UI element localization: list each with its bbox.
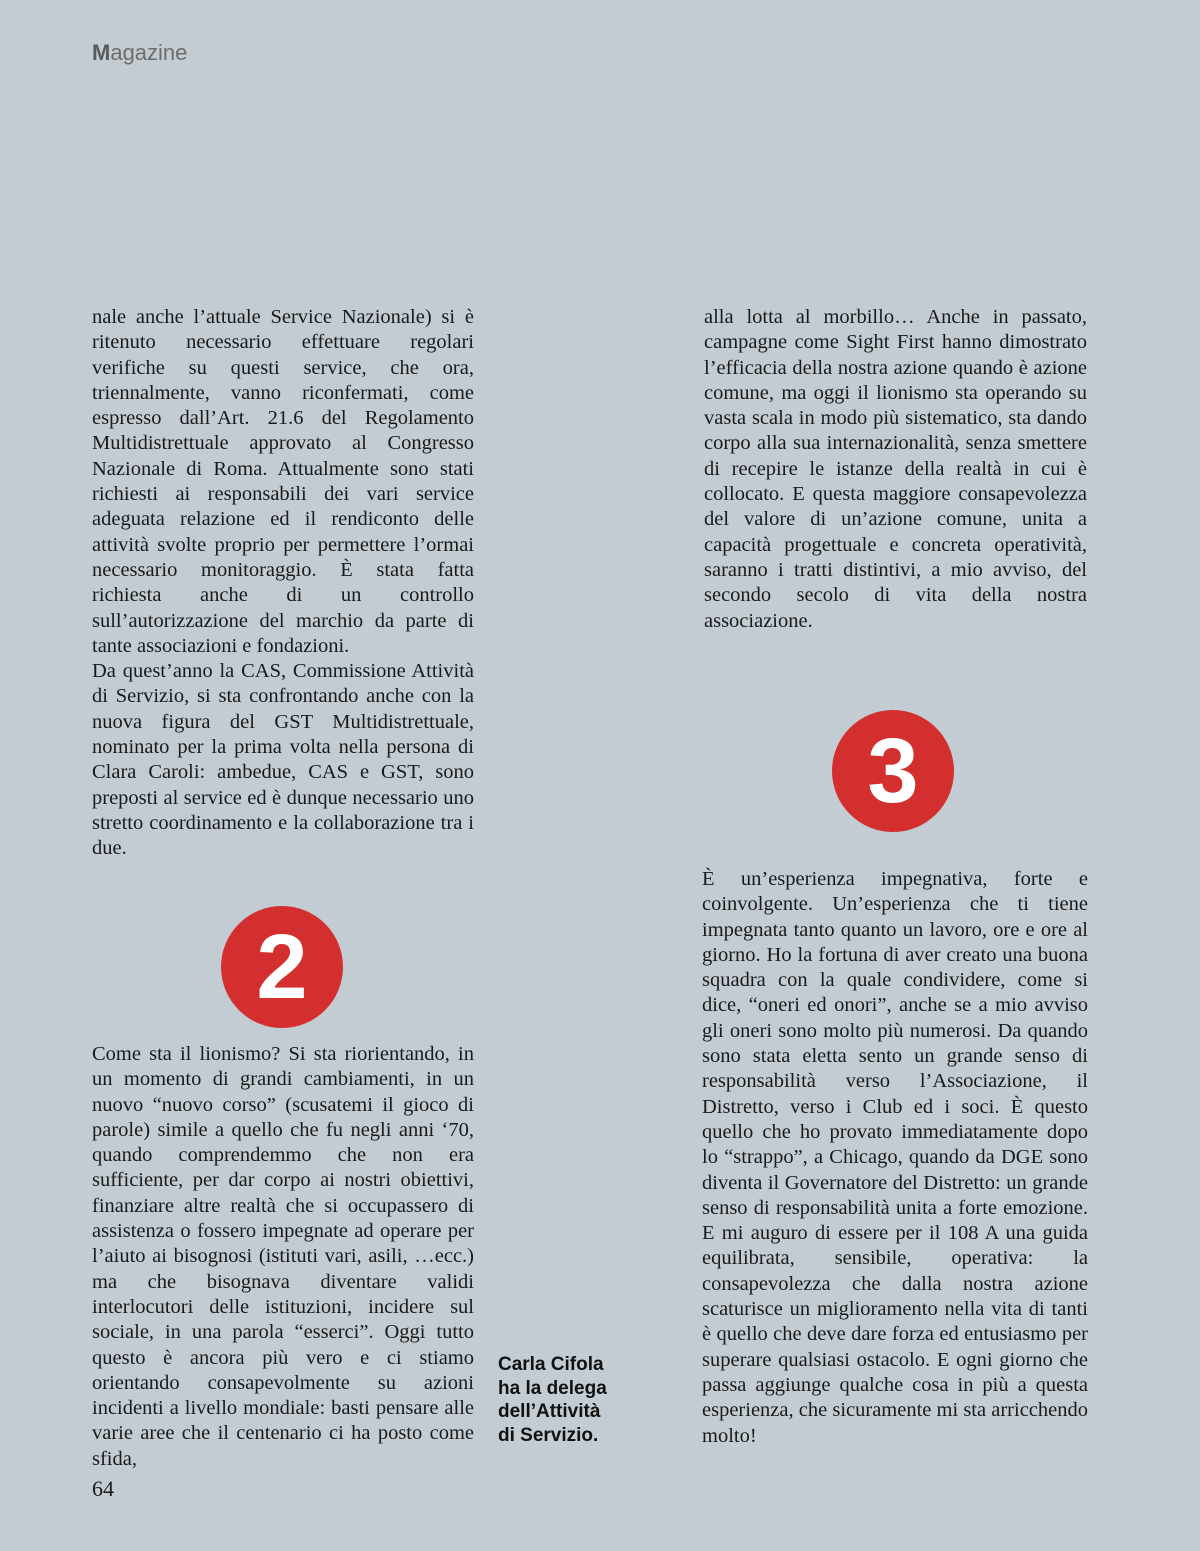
paragraph: È un’esperienza impegnativa, forte e coinvolgente. Un’esperienza che ti tiene impegnata tanto quanto un lavoro, ore e ore al giorno. Ho la fortuna di aver creato una buona squadra con la quale condividere, come si dice, “oneri ed onori”, anche se a mio avviso gli oneri sono molto più numerosi. Da quando sono stata eletta sento un grande senso di responsabilità verso l’Associazione, il Distretto, verso i Club ed i soci. È questo quello che ho provato immediatamente dopo lo “strappo”, a Chicago, quando da DGE sono diventa il Governatore del Distretto: un grande senso di responsabilità unita a forte emozione. E mi auguro di essere per il 108 A una guida equilibrata, sensibile, operativa: la consapevolezza che dalla nostra azione scaturisce un miglioramento nella vita di tanti è quello che deve dare forza ed entusiasmo per superare qualsiasi ostacolo. E ogni giorno che passa aggiunge qualche cosa in più a questa esperienza, che sicuramente mi sta arricchendo molto! [702, 868, 1088, 1447]
section-label-rest: agazine [110, 40, 188, 65]
magazine-section-label [92, 40, 187, 66]
section-number-2-badge: 2 [221, 906, 343, 1028]
right-column-bottom-text [702, 867, 1088, 1449]
paragraph: Come sta il lionismo? Si sta riorientando, in un momento di grandi cambiamenti, in un nuovo “nuovo corso” (scusatemi il gioco di parole) simile a quello che fu negli anni ‘70, quando comprendemmo che non era sufficiente, per dar corpo ai nostri obiettivi, finanziare altre realtà che si occupassero di assistenza o fossero impegnate ad operare per l’aiuto ai bisognosi (istituti vari, asili, …ecc.) ma che bisognava diventare validi interlocutori delle istituzioni, incidere sul sociale, in una parola “esserci”. Oggi tutto questo è ancora più vero e ci stiamo orientando consapevolmente su azioni incidenti a livello mondiale: basti pensare alle varie aree che il centenario ci ha posto come sfida, [92, 1043, 474, 1470]
caption-line: ha la delega [498, 1377, 607, 1399]
photo-caption [498, 1353, 668, 1447]
caption-line: dell’Attività [498, 1401, 601, 1422]
caption-line: di Servizio. [498, 1424, 599, 1446]
left-column-top-text [92, 305, 474, 862]
section-number-3-badge: 3 [832, 710, 954, 832]
left-column-bottom-text [92, 1042, 474, 1472]
section-label-initial: M [92, 40, 111, 65]
page-number: 64 [92, 1476, 114, 1501]
paragraph: Da quest’anno la CAS, Commissione Attività di Servizio, si sta confrontando anche con la nuova figura del GST Multidistrettuale, nominato per la prima volta nella persona di Clara Caroli: ambedue, CAS e GST, sono preposti al service ed è dunque necessario uno stretto coordinamento e la collaborazione tra i due. [92, 660, 474, 860]
paragraph: alla lotta al morbillo… Anche in passato, campagne come Sight First hanno dimostrato l’efficacia della nostra azione quando è azione comune, ma oggi il lionismo sta operando su vasta scala in modo più sistematico, sta dando corpo alla sua internazionalità, senza smettere di recepire le istanze della realtà in cui è collocato. E questa maggiore consapevolezza del valore di un’azione comune, unita a capacità progettuale e concreta operatività, saranno i tratti distintivi, a mio avviso, del secondo secolo di vita della nostra associazione. [704, 306, 1087, 632]
paragraph: nale anche l’attuale Service Nazionale) si è ritenuto necessario effettuare regolari verifiche su questi service, che ora, triennalmente, vanno riconfermati, come espresso dall’Art. 21.6 del Regolamento Multidistrettuale approvato al Congresso Nazionale di Roma. Attualmente sono stati richiesti ai responsabili dei vari service adeguata relazione ed il rendiconto delle attività svolte proprio per permettere l’ormai necessario monitoraggio. È stata fatta richiesta anche di un controllo sull’autorizzazione del marchio da parte di tante associazioni e fondazioni. [92, 306, 474, 657]
caption-line: Carla Cifola [498, 1354, 604, 1375]
right-column-top-text [704, 305, 1087, 634]
